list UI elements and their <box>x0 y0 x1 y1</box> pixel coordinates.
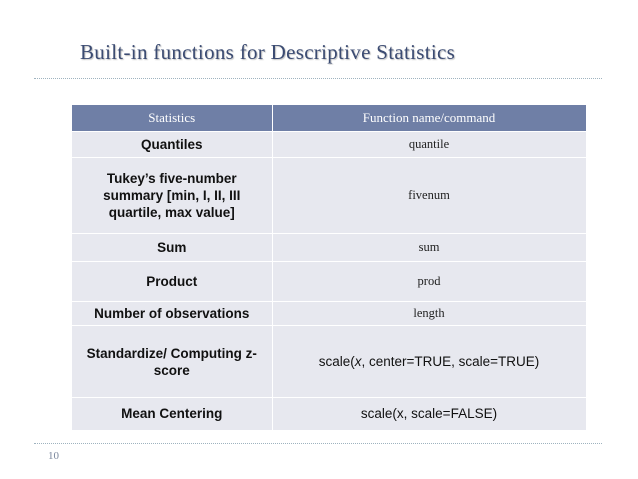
table-row <box>72 326 586 398</box>
row-label: Mean Centering <box>72 398 272 430</box>
table-row <box>72 132 586 158</box>
row-label: Sum <box>72 234 272 262</box>
row-label: Product <box>72 262 272 302</box>
function-suffix: , center=TRUE, scale=TRUE) <box>361 354 540 369</box>
row-function <box>272 326 586 398</box>
footer-divider <box>34 443 602 444</box>
row-label: Standardize/ Computing z-score <box>72 326 272 398</box>
row-function: scale(x, scale=FALSE) <box>272 398 586 430</box>
row-label: Number of observations <box>72 302 272 326</box>
table-row <box>72 398 586 430</box>
table-row <box>72 158 586 234</box>
row-function: fivenum <box>272 158 586 234</box>
row-function: sum <box>272 234 586 262</box>
title-divider <box>34 78 602 79</box>
table-header-row <box>72 105 586 132</box>
row-label: Tukey’s five-number summary [min, I, II, III quartile, max value] <box>72 158 272 234</box>
header-function-name: Function name/command <box>272 105 586 132</box>
function-prefix: scale( <box>318 354 355 369</box>
function-italic-arg: x <box>354 354 362 369</box>
slide-number: 10 <box>48 450 59 462</box>
row-function: quantile <box>272 132 586 158</box>
row-label: Quantiles <box>72 132 272 158</box>
functions-table <box>72 105 587 430</box>
table-row <box>72 234 586 262</box>
table-row <box>72 262 586 302</box>
row-function: length <box>272 302 586 326</box>
table-row <box>72 302 586 326</box>
slide-title: Built-in functions for Descriptive Statistics <box>80 40 456 64</box>
header-statistics: Statistics <box>72 105 272 132</box>
row-function: prod <box>272 262 586 302</box>
